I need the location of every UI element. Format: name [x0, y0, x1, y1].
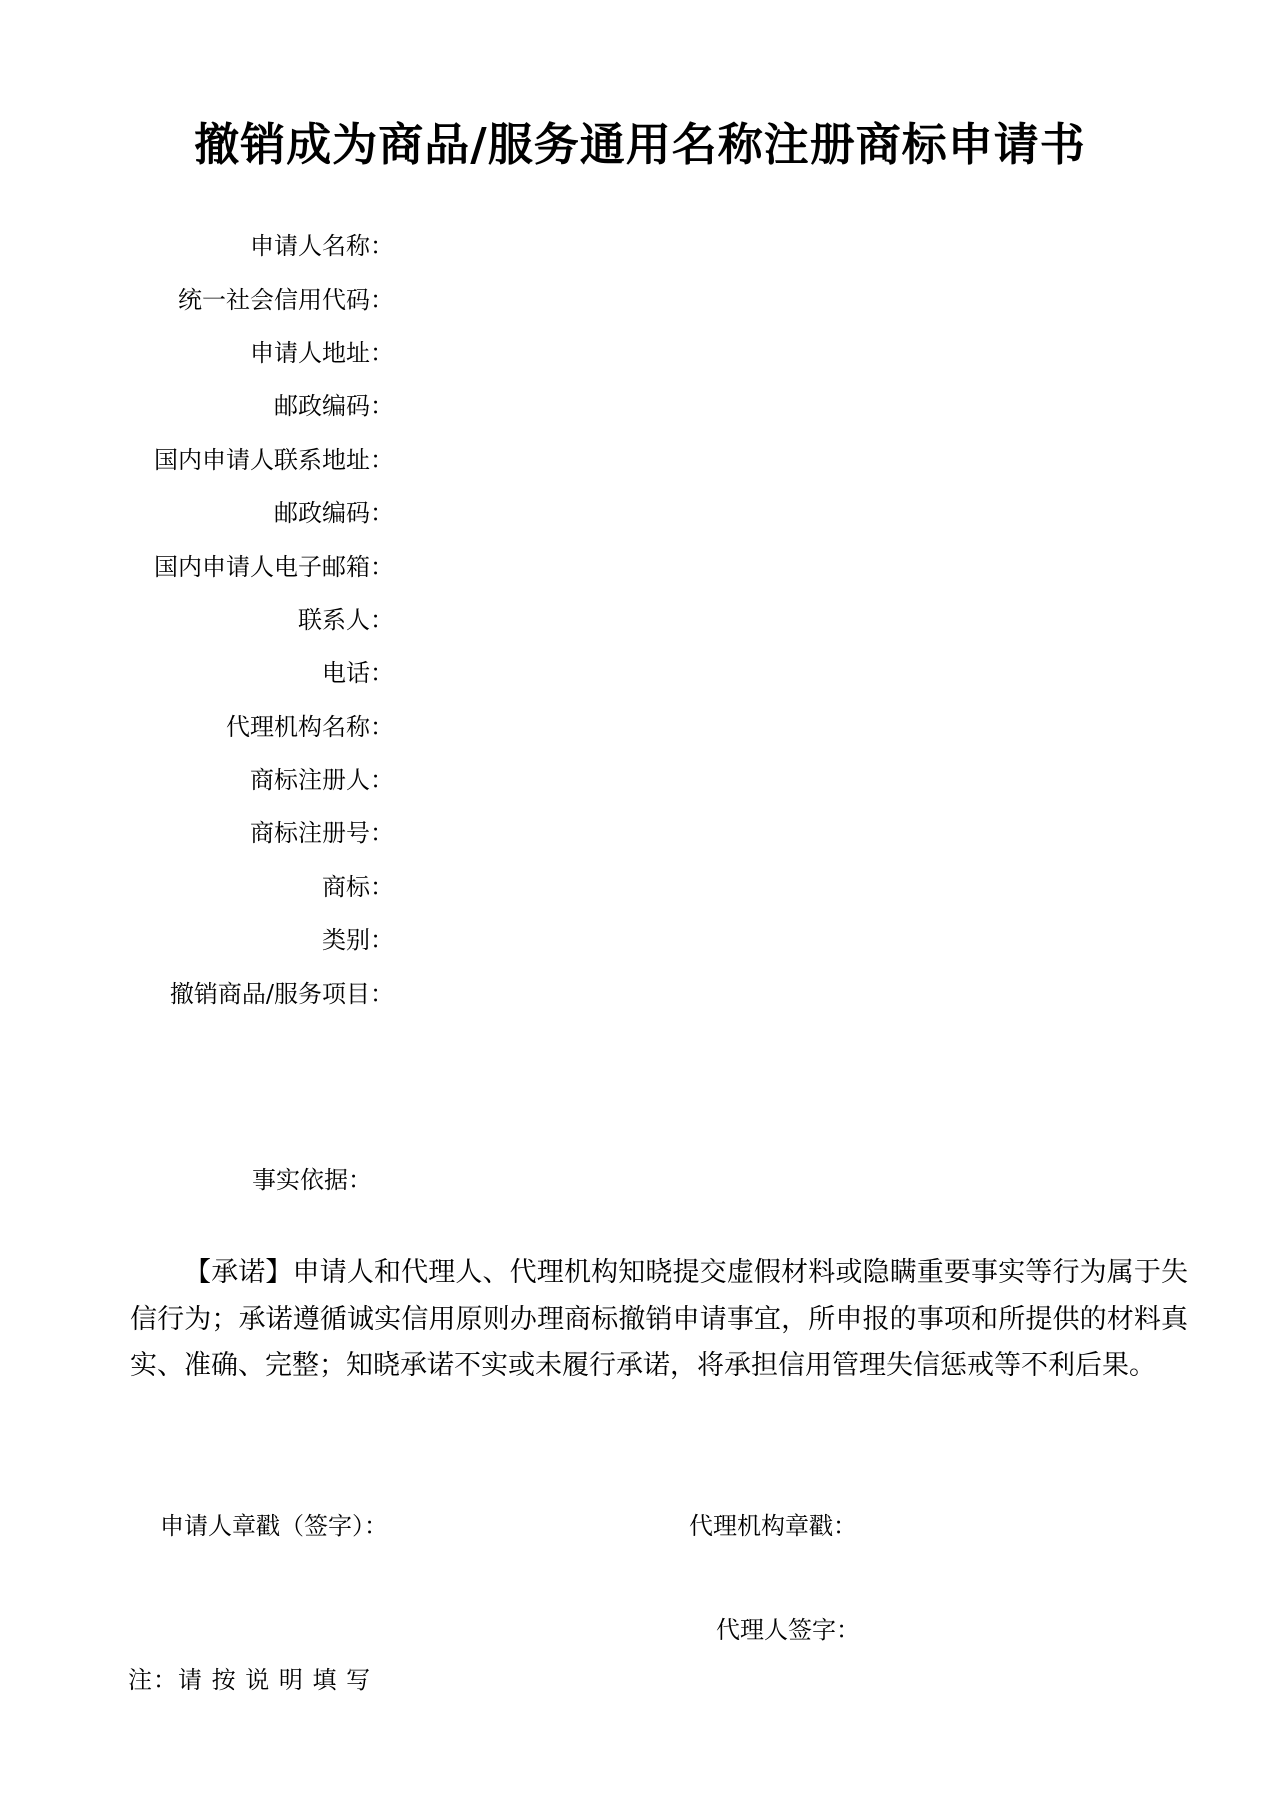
field-row	[0, 698, 394, 751]
field-row	[0, 804, 394, 857]
field-label: 统一社会信用代码：	[178, 285, 394, 314]
page-title: 撤销成为商品/服务通用名称注册商标申请书	[194, 118, 1086, 171]
field-row	[0, 644, 394, 697]
field-row	[0, 377, 394, 430]
field-label: 撤销商品/服务项目：	[169, 979, 394, 1008]
field-label: 类别：	[322, 926, 394, 955]
footer-note: 注：请 按 说 明 填 写	[128, 1666, 372, 1694]
field-row	[0, 911, 394, 964]
agent-signature-label: 代理人签字：	[716, 1616, 860, 1644]
facts-basis-label: 事实依据：	[252, 1166, 372, 1194]
field-label: 商标注册号：	[250, 819, 394, 848]
field-row	[0, 431, 394, 484]
field-row	[0, 270, 394, 323]
field-label: 商标：	[322, 872, 394, 901]
field-label: 商标注册人：	[250, 766, 394, 795]
field-label: 国内申请人电子邮箱：	[154, 552, 394, 581]
field-row	[0, 324, 394, 377]
field-label: 电话：	[322, 659, 394, 688]
field-label: 申请人地址：	[250, 338, 394, 367]
field-label: 申请人名称：	[250, 232, 394, 261]
field-row	[0, 858, 394, 911]
field-row	[0, 964, 394, 1017]
form-fields-list	[0, 217, 394, 1018]
field-label: 国内申请人联系地址：	[154, 445, 394, 474]
field-label: 邮政编码：	[274, 499, 394, 528]
field-row	[0, 751, 394, 804]
field-label: 邮政编码：	[274, 392, 394, 421]
field-label: 代理机构名称：	[226, 712, 394, 741]
field-row	[0, 484, 394, 537]
field-row	[0, 537, 394, 590]
field-row	[0, 591, 394, 644]
field-label: 联系人：	[298, 605, 394, 634]
promise-declaration-paragraph: 【承诺】申请人和代理人、代理机构知晓提交虚假材料或隐瞒重要事实等行为属于失信行为；承诺遵循诚实信用原则办理商标撤销申请事宜，所申报的事项和所提供的材料真实、准确、完整；知晓承诺不实或未履行承诺，将承担信用管理失信惩戒等不利后果。	[130, 1257, 1188, 1381]
field-row	[0, 217, 394, 270]
applicant-seal-signature-label: 申请人章戳（签字）：	[160, 1512, 388, 1540]
agency-seal-label: 代理机构章戳：	[689, 1512, 857, 1540]
